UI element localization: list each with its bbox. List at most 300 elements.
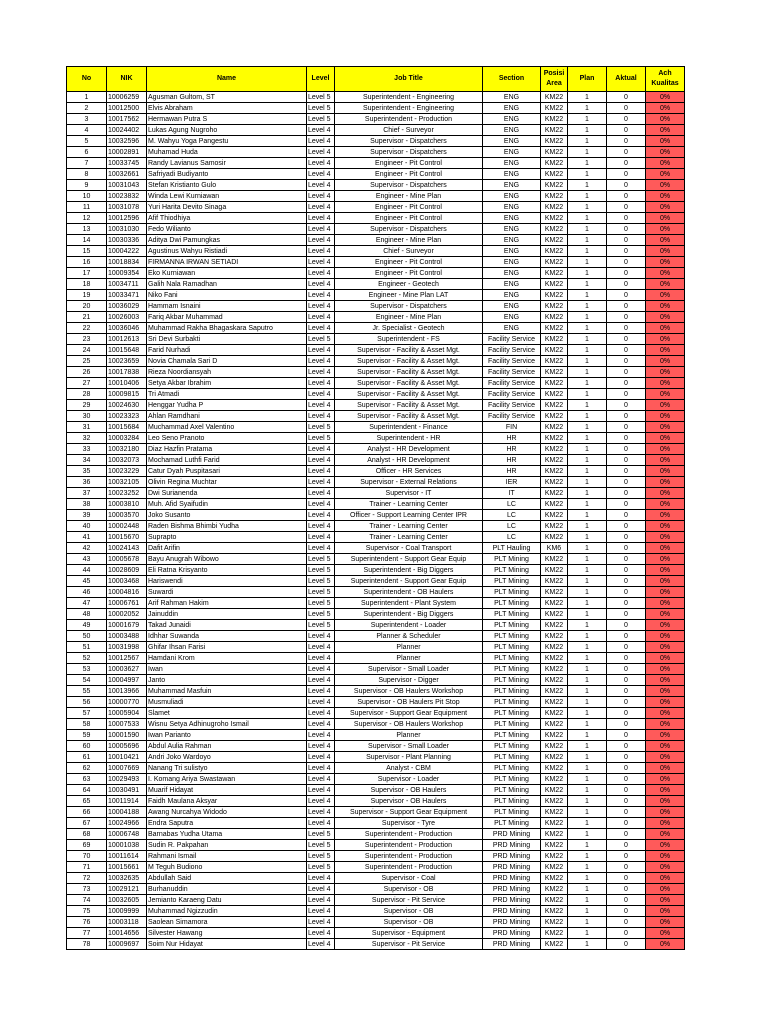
cell-aktual: 0 (607, 202, 646, 213)
cell-name: Hamdani Krom (147, 653, 307, 664)
cell-nik: 10014656 (107, 928, 147, 939)
table-row (67, 444, 685, 455)
cell-level: Level 4 (307, 818, 335, 829)
cell-posisi-area: KM22 (541, 741, 568, 752)
cell-ach-kualitas: 0% (646, 829, 685, 840)
cell-posisi-area: KM22 (541, 532, 568, 543)
cell-job-title: Supervisor - External Relations (335, 477, 483, 488)
cell-nik: 10004816 (107, 587, 147, 598)
cell-level: Level 4 (307, 697, 335, 708)
cell-plan: 1 (568, 906, 607, 917)
cell-name: Awang Nurcahya Widodo (147, 807, 307, 818)
cell-aktual: 0 (607, 785, 646, 796)
table-row (67, 389, 685, 400)
cell-plan: 1 (568, 653, 607, 664)
cell-level: Level 5 (307, 114, 335, 125)
cell-name: I. Komang Ariya Swastawan (147, 774, 307, 785)
cell-section: PLT Mining (483, 686, 541, 697)
cell-name: Afif Thiodhiya (147, 213, 307, 224)
cell-section: ENG (483, 268, 541, 279)
cell-name: Hermawan Putra S (147, 114, 307, 125)
cell-posisi-area: KM22 (541, 895, 568, 906)
cell-section: ENG (483, 147, 541, 158)
table-row (67, 675, 685, 686)
cell-ach-kualitas: 0% (646, 653, 685, 664)
cell-aktual: 0 (607, 741, 646, 752)
cell-plan: 1 (568, 389, 607, 400)
cell-ach-kualitas: 0% (646, 235, 685, 246)
cell-job-title: Planner & Scheduler (335, 631, 483, 642)
cell-name: Raden Bishma Bhimbi Yudha (147, 521, 307, 532)
cell-level: Level 4 (307, 169, 335, 180)
cell-ach-kualitas: 0% (646, 851, 685, 862)
cell-plan: 1 (568, 851, 607, 862)
table-row (67, 796, 685, 807)
table-row (67, 884, 685, 895)
cell-section: PLT Mining (483, 576, 541, 587)
cell-ach-kualitas: 0% (646, 202, 685, 213)
cell-nik: 10030491 (107, 785, 147, 796)
cell-ach-kualitas: 0% (646, 576, 685, 587)
header-section: Section (483, 67, 541, 92)
cell-ach-kualitas: 0% (646, 312, 685, 323)
cell-plan: 1 (568, 620, 607, 631)
cell-aktual: 0 (607, 697, 646, 708)
cell-no: 68 (67, 829, 107, 840)
cell-aktual: 0 (607, 411, 646, 422)
cell-level: Level 4 (307, 675, 335, 686)
cell-nik: 10003810 (107, 499, 147, 510)
cell-aktual: 0 (607, 807, 646, 818)
cell-section: PLT Mining (483, 631, 541, 642)
cell-name: Slamet (147, 708, 307, 719)
table-row (67, 928, 685, 939)
cell-section: ENG (483, 279, 541, 290)
cell-no: 40 (67, 521, 107, 532)
cell-posisi-area: KM22 (541, 697, 568, 708)
table-row (67, 279, 685, 290)
cell-aktual: 0 (607, 565, 646, 576)
cell-plan: 1 (568, 752, 607, 763)
cell-level: Level 4 (307, 213, 335, 224)
cell-job-title: Planner (335, 730, 483, 741)
table-row (67, 191, 685, 202)
cell-name: Iwan Parianto (147, 730, 307, 741)
cell-plan: 1 (568, 103, 607, 114)
cell-posisi-area: KM22 (541, 400, 568, 411)
table-row (67, 301, 685, 312)
cell-section: ENG (483, 180, 541, 191)
cell-section: LC (483, 499, 541, 510)
cell-ach-kualitas: 0% (646, 246, 685, 257)
cell-name: Eko Kurniawan (147, 268, 307, 279)
cell-name: Hammam Isnaini (147, 301, 307, 312)
cell-no: 46 (67, 587, 107, 598)
cell-no: 58 (67, 719, 107, 730)
cell-level: Level 5 (307, 565, 335, 576)
cell-ach-kualitas: 0% (646, 510, 685, 521)
cell-section: IER (483, 477, 541, 488)
cell-no: 15 (67, 246, 107, 257)
cell-no: 2 (67, 103, 107, 114)
cell-nik: 10030336 (107, 235, 147, 246)
cell-nik: 10003488 (107, 631, 147, 642)
cell-level: Level 4 (307, 906, 335, 917)
cell-plan: 1 (568, 543, 607, 554)
cell-job-title: Engineer - Geotech (335, 279, 483, 290)
cell-nik: 10011614 (107, 851, 147, 862)
cell-level: Level 5 (307, 609, 335, 620)
cell-ach-kualitas: 0% (646, 477, 685, 488)
cell-no: 53 (67, 664, 107, 675)
cell-plan: 1 (568, 378, 607, 389)
cell-ach-kualitas: 0% (646, 191, 685, 202)
cell-posisi-area: KM22 (541, 499, 568, 510)
cell-name: Niko Fani (147, 290, 307, 301)
table-row (67, 818, 685, 829)
cell-aktual: 0 (607, 686, 646, 697)
cell-posisi-area: KM22 (541, 235, 568, 246)
cell-posisi-area: KM22 (541, 565, 568, 576)
cell-level: Level 4 (307, 323, 335, 334)
cell-ach-kualitas: 0% (646, 939, 685, 950)
table-row (67, 906, 685, 917)
cell-name: Suwardi (147, 587, 307, 598)
cell-posisi-area: KM22 (541, 642, 568, 653)
cell-level: Level 4 (307, 290, 335, 301)
cell-plan: 1 (568, 422, 607, 433)
cell-ach-kualitas: 0% (646, 257, 685, 268)
cell-plan: 1 (568, 741, 607, 752)
cell-posisi-area: KM22 (541, 609, 568, 620)
cell-nik: 10006259 (107, 92, 147, 103)
cell-section: ENG (483, 92, 541, 103)
cell-section: PLT Mining (483, 796, 541, 807)
table-row (67, 939, 685, 950)
table-row (67, 323, 685, 334)
cell-section: Facility Service (483, 400, 541, 411)
table-row (67, 631, 685, 642)
cell-posisi-area: KM22 (541, 213, 568, 224)
cell-nik: 10010421 (107, 752, 147, 763)
cell-plan: 1 (568, 796, 607, 807)
cell-section: HR (483, 433, 541, 444)
cell-name: Muhammad Ngizzudin (147, 906, 307, 917)
table-row (67, 169, 685, 180)
cell-level: Level 4 (307, 466, 335, 477)
cell-job-title: Supervisor - Coal (335, 873, 483, 884)
cell-aktual: 0 (607, 664, 646, 675)
cell-plan: 1 (568, 774, 607, 785)
cell-posisi-area: KM22 (541, 928, 568, 939)
cell-posisi-area: KM22 (541, 785, 568, 796)
cell-job-title: Engineer - Pit Control (335, 202, 483, 213)
cell-section: ENG (483, 158, 541, 169)
cell-plan: 1 (568, 642, 607, 653)
cell-name: Saolean Simamora (147, 917, 307, 928)
cell-level: Level 4 (307, 301, 335, 312)
cell-level: Level 5 (307, 620, 335, 631)
cell-level: Level 5 (307, 587, 335, 598)
cell-posisi-area: KM22 (541, 631, 568, 642)
cell-ach-kualitas: 0% (646, 378, 685, 389)
cell-plan: 1 (568, 202, 607, 213)
cell-section: FIN (483, 422, 541, 433)
cell-name: Rieza Noordiansyah (147, 367, 307, 378)
cell-ach-kualitas: 0% (646, 818, 685, 829)
cell-plan: 1 (568, 576, 607, 587)
cell-aktual: 0 (607, 334, 646, 345)
cell-job-title: Superintendent - Engineering (335, 92, 483, 103)
table-row (67, 246, 685, 257)
cell-level: Level 4 (307, 807, 335, 818)
cell-plan: 1 (568, 312, 607, 323)
cell-no: 33 (67, 444, 107, 455)
cell-job-title: Superintendent - Loader (335, 620, 483, 631)
cell-section: PLT Mining (483, 675, 541, 686)
cell-aktual: 0 (607, 367, 646, 378)
cell-posisi-area: KM22 (541, 147, 568, 158)
cell-level: Level 4 (307, 147, 335, 158)
cell-section: PRD Mining (483, 840, 541, 851)
cell-level: Level 4 (307, 125, 335, 136)
cell-no: 74 (67, 895, 107, 906)
cell-aktual: 0 (607, 917, 646, 928)
cell-name: Novia Chamala Sari D (147, 356, 307, 367)
cell-plan: 1 (568, 499, 607, 510)
cell-posisi-area: KM6 (541, 543, 568, 554)
cell-aktual: 0 (607, 642, 646, 653)
cell-section: PLT Mining (483, 785, 541, 796)
cell-ach-kualitas: 0% (646, 840, 685, 851)
cell-level: Level 4 (307, 917, 335, 928)
cell-aktual: 0 (607, 147, 646, 158)
cell-job-title: Supervisor - OB (335, 906, 483, 917)
cell-ach-kualitas: 0% (646, 917, 685, 928)
cell-no: 22 (67, 323, 107, 334)
cell-job-title: Superintendent - Big Diggers (335, 565, 483, 576)
cell-posisi-area: KM22 (541, 829, 568, 840)
cell-ach-kualitas: 0% (646, 895, 685, 906)
cell-name: Randy Lavianus Samosir (147, 158, 307, 169)
cell-ach-kualitas: 0% (646, 114, 685, 125)
cell-section: PRD Mining (483, 939, 541, 950)
cell-section: Facility Service (483, 367, 541, 378)
cell-posisi-area: KM22 (541, 554, 568, 565)
cell-ach-kualitas: 0% (646, 180, 685, 191)
cell-section: PRD Mining (483, 873, 541, 884)
cell-name: Joko Susanto (147, 510, 307, 521)
cell-section: ENG (483, 191, 541, 202)
cell-job-title: Superintendent - Plant System (335, 598, 483, 609)
cell-level: Level 5 (307, 554, 335, 565)
cell-section: PLT Hauling (483, 543, 541, 554)
table-row (67, 873, 685, 884)
cell-section: ENG (483, 257, 541, 268)
cell-ach-kualitas: 0% (646, 290, 685, 301)
cell-level: Level 4 (307, 631, 335, 642)
cell-posisi-area: KM22 (541, 169, 568, 180)
table-row (67, 411, 685, 422)
cell-posisi-area: KM22 (541, 422, 568, 433)
cell-plan: 1 (568, 345, 607, 356)
cell-nik: 10026003 (107, 312, 147, 323)
cell-nik: 10023229 (107, 466, 147, 477)
cell-name: Elvis Abraham (147, 103, 307, 114)
cell-no: 51 (67, 642, 107, 653)
cell-nik: 10017838 (107, 367, 147, 378)
cell-nik: 10017562 (107, 114, 147, 125)
cell-level: Level 4 (307, 191, 335, 202)
cell-posisi-area: KM22 (541, 367, 568, 378)
cell-job-title: Engineer - Pit Control (335, 213, 483, 224)
cell-plan: 1 (568, 730, 607, 741)
header-aktual: Aktual (607, 67, 646, 92)
table-row (67, 125, 685, 136)
cell-level: Level 4 (307, 939, 335, 950)
cell-ach-kualitas: 0% (646, 686, 685, 697)
cell-level: Level 4 (307, 686, 335, 697)
cell-no: 38 (67, 499, 107, 510)
cell-nik: 10012500 (107, 103, 147, 114)
cell-posisi-area: KM22 (541, 620, 568, 631)
cell-nik: 10007669 (107, 763, 147, 774)
cell-plan: 1 (568, 521, 607, 532)
cell-aktual: 0 (607, 180, 646, 191)
cell-nik: 10012567 (107, 653, 147, 664)
cell-job-title: Supervisor - Small Loader (335, 741, 483, 752)
cell-no: 52 (67, 653, 107, 664)
cell-name: Ghifar Ihsan Farisi (147, 642, 307, 653)
cell-posisi-area: KM22 (541, 906, 568, 917)
cell-job-title: Superintendent - Support Gear Equip (335, 576, 483, 587)
cell-plan: 1 (568, 235, 607, 246)
cell-ach-kualitas: 0% (646, 521, 685, 532)
cell-ach-kualitas: 0% (646, 367, 685, 378)
cell-no: 66 (67, 807, 107, 818)
cell-name: Catur Dyah Puspitasari (147, 466, 307, 477)
cell-job-title: Superintendent - FS (335, 334, 483, 345)
cell-name: Galih Nala Ramadhan (147, 279, 307, 290)
cell-nik: 10001590 (107, 730, 147, 741)
cell-plan: 1 (568, 763, 607, 774)
cell-nik: 10001038 (107, 840, 147, 851)
cell-ach-kualitas: 0% (646, 807, 685, 818)
cell-no: 13 (67, 224, 107, 235)
cell-nik: 10031043 (107, 180, 147, 191)
cell-plan: 1 (568, 92, 607, 103)
cell-ach-kualitas: 0% (646, 642, 685, 653)
cell-level: Level 4 (307, 499, 335, 510)
cell-job-title: Supervisor - Pit Service (335, 939, 483, 950)
cell-section: PLT Mining (483, 763, 541, 774)
cell-plan: 1 (568, 818, 607, 829)
cell-name: Bayu Anugrah Wibowo (147, 554, 307, 565)
table-row (67, 576, 685, 587)
cell-posisi-area: KM22 (541, 840, 568, 851)
cell-posisi-area: KM22 (541, 796, 568, 807)
cell-aktual: 0 (607, 389, 646, 400)
cell-plan: 1 (568, 136, 607, 147)
cell-aktual: 0 (607, 279, 646, 290)
cell-aktual: 0 (607, 224, 646, 235)
cell-posisi-area: KM22 (541, 763, 568, 774)
cell-aktual: 0 (607, 444, 646, 455)
cell-name: Fariq Akbar Muhammad (147, 312, 307, 323)
cell-ach-kualitas: 0% (646, 334, 685, 345)
table-row (67, 752, 685, 763)
cell-ach-kualitas: 0% (646, 928, 685, 939)
cell-no: 14 (67, 235, 107, 246)
cell-job-title: Supervisor - OB Haulers Workshop (335, 686, 483, 697)
cell-nik: 10028609 (107, 565, 147, 576)
cell-plan: 1 (568, 433, 607, 444)
cell-no: 73 (67, 884, 107, 895)
cell-level: Level 4 (307, 312, 335, 323)
cell-name: Eli Ratna Krisyanto (147, 565, 307, 576)
cell-name: FIRMANNA IRWAN SETIADI (147, 257, 307, 268)
cell-job-title: Engineer - Pit Control (335, 268, 483, 279)
header-posisi-area: Posisi Area (541, 67, 568, 92)
cell-job-title: Supervisor - OB Haulers (335, 796, 483, 807)
cell-plan: 1 (568, 565, 607, 576)
cell-nik: 10009354 (107, 268, 147, 279)
cell-no: 78 (67, 939, 107, 950)
table-row (67, 840, 685, 851)
cell-plan: 1 (568, 532, 607, 543)
cell-posisi-area: KM22 (541, 433, 568, 444)
cell-name: Aditya Dwi Pamungkas (147, 235, 307, 246)
table-row (67, 257, 685, 268)
cell-aktual: 0 (607, 213, 646, 224)
cell-name: Sri Devi Surbakti (147, 334, 307, 345)
cell-aktual: 0 (607, 554, 646, 565)
cell-nik: 10015648 (107, 345, 147, 356)
cell-no: 43 (67, 554, 107, 565)
cell-name: Agusman Gultom, ST (147, 92, 307, 103)
cell-level: Level 4 (307, 257, 335, 268)
cell-name: Wisnu Setya Adhinugroho Ismail (147, 719, 307, 730)
table-row (67, 136, 685, 147)
cell-job-title: Supervisor - Support Gear Equipment (335, 708, 483, 719)
cell-nik: 10033745 (107, 158, 147, 169)
cell-name: Abdul Aulia Rahman (147, 741, 307, 752)
cell-posisi-area: KM22 (541, 664, 568, 675)
cell-section: ENG (483, 224, 541, 235)
table-row (67, 521, 685, 532)
cell-aktual: 0 (607, 895, 646, 906)
cell-posisi-area: KM22 (541, 411, 568, 422)
cell-no: 64 (67, 785, 107, 796)
cell-level: Level 5 (307, 433, 335, 444)
cell-aktual: 0 (607, 653, 646, 664)
cell-section: ENG (483, 290, 541, 301)
cell-section: PLT Mining (483, 719, 541, 730)
cell-ach-kualitas: 0% (646, 356, 685, 367)
table-row (67, 455, 685, 466)
cell-job-title: Supervisor - Facility & Asset Mgt. (335, 378, 483, 389)
table-row (67, 719, 685, 730)
cell-ach-kualitas: 0% (646, 587, 685, 598)
cell-posisi-area: KM22 (541, 312, 568, 323)
cell-name: Muchammad Axel Valentino (147, 422, 307, 433)
cell-aktual: 0 (607, 796, 646, 807)
cell-ach-kualitas: 0% (646, 620, 685, 631)
table-row (67, 334, 685, 345)
cell-aktual: 0 (607, 191, 646, 202)
cell-nik: 10012613 (107, 334, 147, 345)
cell-nik: 10015670 (107, 532, 147, 543)
